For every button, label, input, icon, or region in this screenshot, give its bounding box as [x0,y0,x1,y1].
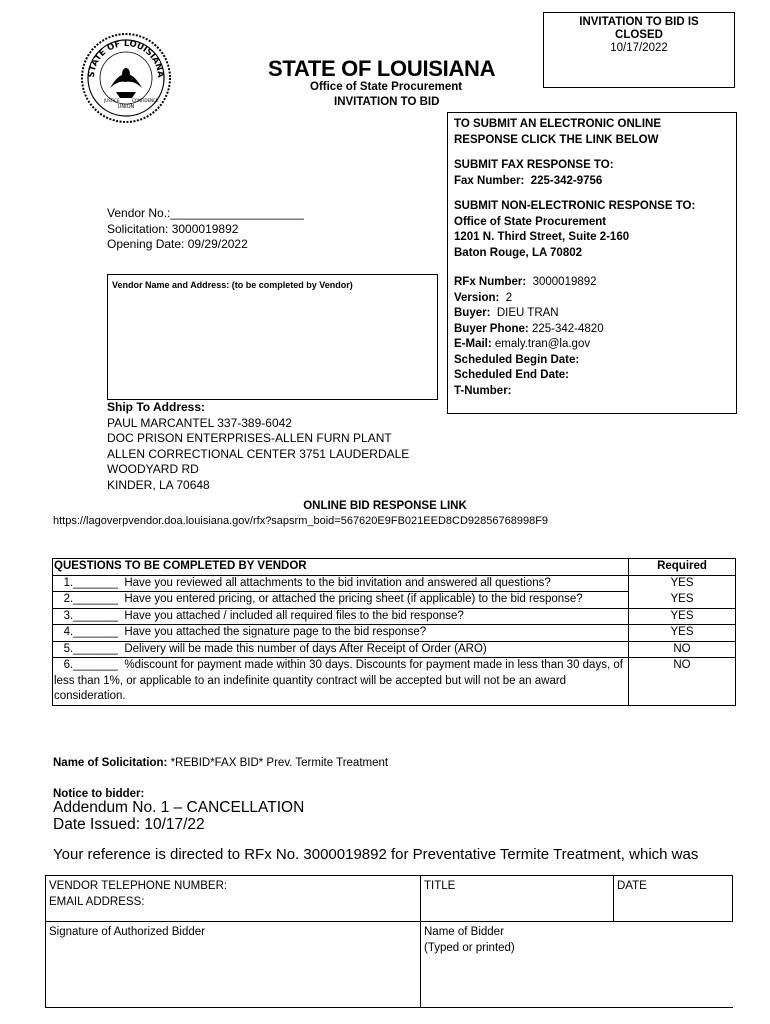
status-line-1: INVITATION TO BID IS [579,16,699,28]
seal-motto-1: UNION [117,104,135,110]
buyer-phone-value: 225-342-4820 [531,322,604,335]
status-line-2: CLOSED [615,29,663,41]
seal-motto-3: CONFIDENCE [132,98,159,103]
question-required: YES [629,608,736,625]
page-title: STATE OF LOUISIANA [268,56,496,81]
ship-line: WOODYARD RD [107,462,199,476]
ship-line: PAUL MARCANTEL 337-389-6042 [107,415,292,430]
rfx-value: 3000019892 [532,276,597,288]
question-required: NO [629,658,736,706]
solicitation-name-label: Name of Solicitation: [53,757,168,769]
question-text: 6._______ %discount for payment made within 30 days. Discounts for payment made in less than 30 days, of less than 1%, or applicable to an indefinite quantity contract will be accepted but will not be an award consideration. [53,658,629,706]
buyer-value: DIEU TRAN [496,307,559,319]
email-label: E-Mail: [454,338,492,350]
signature-label: Signature of Authorized Bidder [49,926,205,938]
nonelectronic-heading: SUBMIT NON-ELECTRONIC RESPONSE TO: [454,200,696,212]
online-link-title: ONLINE BID RESPONSE LINK [303,500,467,512]
bidder-name-cell[interactable] [421,922,733,1008]
electronic-line-1: TO SUBMIT AN ELECTRONIC ONLINE [454,118,661,130]
vendor-number: Vendor No.:____________________ [107,206,304,220]
question-required: YES [629,575,736,592]
rfx-label: RFx Number: [454,276,527,288]
version-value: 2 [505,291,513,304]
online-bid-link[interactable]: https://lagoverpvendor.doa.louisiana.gov/rfx?sapsrm_boid=567620E9FB021EED8CD92856768998F9 [53,515,549,527]
date-cell[interactable] [614,876,733,922]
question-required: YES [629,592,736,609]
addendum-title: Addendum No. 1 – CANCELLATION [53,799,305,816]
address-line-1: Office of State Procurement [454,215,607,228]
vendor-name-address-box[interactable] [107,274,438,400]
page-subtitle: INVITATION TO BID [334,96,440,108]
electronic-line-2: RESPONSE CLICK THE LINK BELOW [454,133,659,146]
title-cell[interactable] [421,876,614,922]
question-text: 1._______ Have you reviewed all attachments to the bid invitation and answered all questions? [53,575,629,592]
bid-status-box [543,12,735,88]
vendor-email-label: EMAIL ADDRESS: [49,895,145,908]
t-number-label: T-Number: [454,384,512,397]
vendor-info [107,206,304,253]
version-label: Version: [454,291,500,304]
ship-heading: Ship To Address: [107,400,206,414]
vendor-phone-label: VENDOR TELEPHONE NUMBER: [49,880,228,892]
ship-to-address [107,400,409,493]
question-text: 5._______ Delivery will be made this number of days After Receipt of Order (ARO) [53,641,629,658]
signature-cell[interactable] [46,922,421,1008]
buyer-phone-label: Buyer Phone: [454,322,529,335]
ship-line: ALLEN CORRECTIONAL CENTER 3751 LAUDERDALE [107,446,410,461]
solicitation-name-value: *REBID*FAX BID* Prev. Termite Treatment [167,757,389,769]
question-required: NO [629,641,736,658]
solicitation-name [53,757,388,769]
solicitation-number: Solicitation: 3000019892 [107,221,239,236]
vendor-box-label: Vendor Name and Address: (to be completed by Vendor) [112,280,353,290]
vendor-contact-cell[interactable] [46,876,421,922]
seal-text: STATE OF LOUISIANA [86,38,166,79]
question-text: 2._______ Have you entered pricing, or attached the pricing sheet (if applicable) to the bid response? [53,592,629,609]
buyer-label: Buyer: [454,307,491,319]
questions-table [52,558,736,706]
notice-label: Notice to bidder: [53,788,145,800]
ship-line: KINDER, LA 70648 [107,477,210,492]
date-label: DATE [617,880,647,892]
address-line-2: 1201 N. Third Street, Suite 2-160 [454,231,630,243]
opening-date: Opening Date: 09/29/2022 [107,237,248,251]
fax-number: 225-342-9756 [530,174,603,187]
title-label: TITLE [424,880,456,892]
fax-heading: SUBMIT FAX RESPONSE TO: [454,159,614,171]
addendum-block [53,800,304,833]
bidder-name-label: Name of Bidder [424,926,504,938]
state-seal [80,32,172,124]
address-line-3: Baton Rouge, LA 70802 [454,246,583,259]
ship-line: DOC PRISON ENTERPRISES-ALLEN FURN PLANT [107,431,392,445]
question-required: YES [629,625,736,642]
end-date-label: Scheduled End Date: [454,369,570,381]
date-issued: Date Issued: 10/17/22 [53,815,205,833]
questions-heading: QUESTIONS TO BE COMPLETED BY VENDOR [53,559,629,576]
reference-text: Your reference is directed to RFx No. 3000019892 for Preventative Termite Treatment, which was [53,846,699,863]
seal-motto-2: JUSTICE [104,98,120,103]
question-text: 3._______ Have you attached / included all required files to the bid response? [53,608,629,625]
fax-label: Fax Number: [454,174,525,187]
office-name: Office of State Procurement [310,81,463,93]
email-value: emaly.tran@la.gov [494,338,591,350]
begin-date-label: Scheduled Begin Date: [454,353,580,366]
question-text: 4._______ Have you attached the signature page to the bid response? [53,625,629,642]
response-info-box [447,112,737,414]
bidder-name-hint: (Typed or printed) [424,941,515,954]
signature-table [45,875,733,1008]
required-heading: Required [629,559,736,576]
status-date: 10/17/2022 [610,42,668,54]
